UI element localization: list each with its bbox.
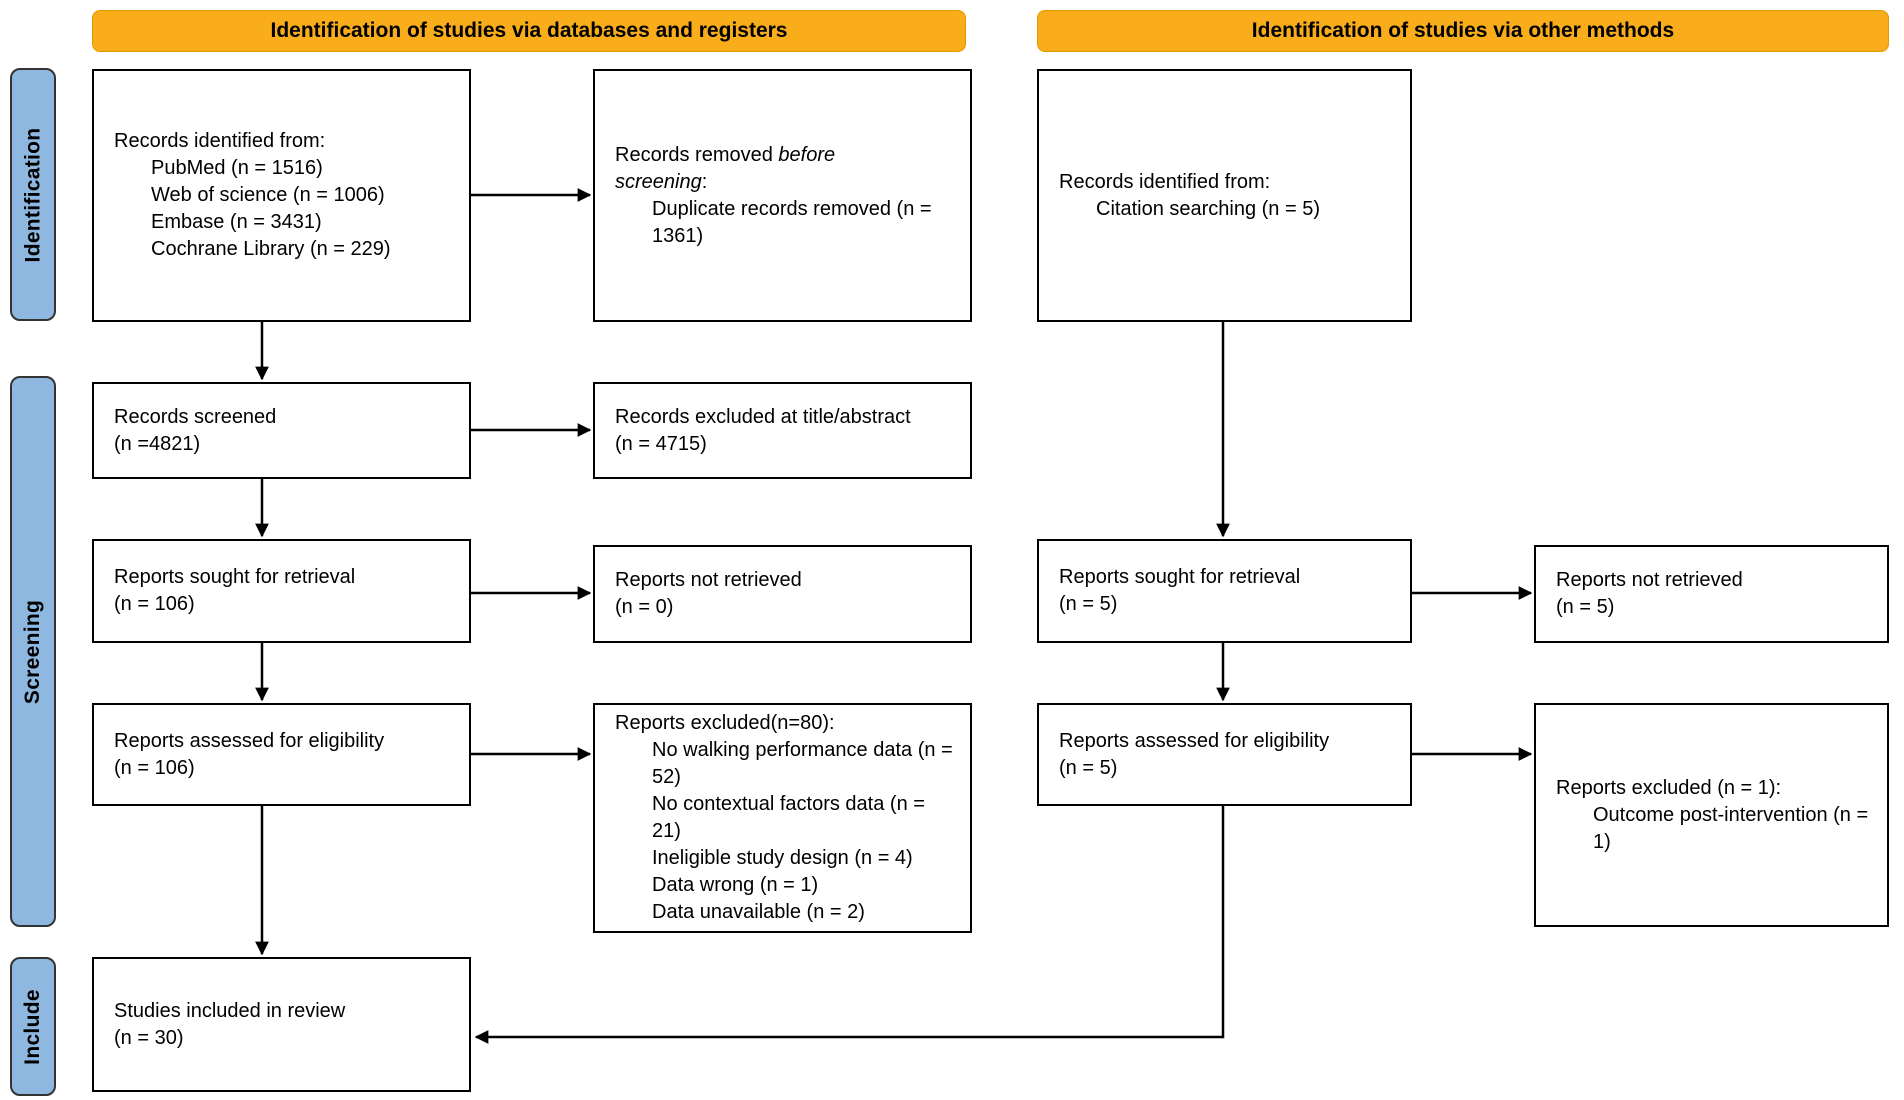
box-line: (n = 5) (1556, 596, 1615, 618)
box-title: Reports excluded (n = 1): (1556, 776, 1782, 799)
box-reports-not-retrieved-other (1534, 545, 1889, 643)
box-line: (n =4821) (114, 432, 201, 455)
box-line: (n = 30) (114, 1026, 184, 1049)
box-reports-not-retrieved-databases (593, 545, 972, 643)
box-line: Reports assessed for eligibility (1059, 729, 1330, 752)
box-line: (n = 106) (114, 593, 195, 615)
box-item: No walking performance data (n = 52) (652, 739, 953, 788)
box-reports-sought-retrieval-databases (92, 539, 471, 643)
box-line: (n = 5) (1059, 593, 1118, 615)
box-studies-included (92, 957, 471, 1092)
box-text-segment: Records removed (615, 143, 779, 166)
banner-other-label: Identification of studies via other methods (1251, 19, 1675, 42)
box-reports-assessed-eligibility-databases (92, 703, 471, 806)
box-reports-excluded-databases (593, 703, 972, 933)
box-item: Cochrane Library (n = 229) (151, 238, 391, 260)
box-line: Records excluded at title/abstract (615, 405, 911, 428)
box-line: Reports not retrieved (615, 569, 802, 591)
box-item: Duplicate records removed (n = 1361) (652, 197, 932, 247)
box-line: Reports assessed for eligibility (114, 729, 385, 752)
box-item: No contextual factors data (n = 21) (652, 793, 925, 842)
box-line: (n = 106) (114, 756, 195, 779)
box-line: Studies included in review (114, 999, 346, 1022)
box-line: (n = 5) (1059, 756, 1118, 779)
box-records-removed-before-screening (593, 69, 972, 322)
box-title: Records identified from: (1059, 170, 1271, 193)
box-text-segment-italic: screening (615, 170, 702, 193)
box-title (615, 142, 954, 169)
banner-other-methods (1037, 10, 1889, 52)
stage-label-identification (10, 68, 56, 321)
box-title: Records identified from: (114, 130, 326, 152)
box-line: Reports sought for retrieval (1059, 566, 1301, 588)
box-line: Reports not retrieved (1556, 569, 1743, 591)
stage-identification-text: Identification (21, 127, 44, 262)
box-item: Web of science (n = 1006) (151, 184, 385, 206)
box-title: Reports excluded(n=80): (615, 712, 835, 734)
box-line: Records screened (114, 405, 277, 428)
box-line: (n = 4715) (615, 432, 707, 455)
box-item: Data wrong (n = 1) (652, 874, 819, 896)
box-line: Reports sought for retrieval (114, 566, 356, 588)
box-records-screened (92, 382, 471, 479)
box-item: Embase (n = 3431) (151, 211, 322, 233)
stage-label-screening (10, 376, 56, 927)
box-item: PubMed (n = 1516) (151, 157, 323, 179)
banner-databases-label: Identification of studies via databases and registers (270, 19, 788, 42)
box-reports-assessed-eligibility-other (1037, 703, 1412, 806)
box-text-segment: : (701, 170, 708, 193)
box-reports-sought-retrieval-other (1037, 539, 1412, 643)
box-item: Data unavailable (n = 2) (652, 901, 865, 923)
banner-databases-registers (92, 10, 966, 52)
box-records-excluded-title-abstract (593, 382, 972, 479)
box-item: Citation searching (n = 5) (1096, 197, 1321, 220)
stage-include-text: Include (21, 988, 44, 1065)
box-item: Outcome post-intervention (n = 1) (1593, 803, 1869, 853)
box-records-identified-databases (92, 69, 471, 322)
box-records-identified-other (1037, 69, 1412, 322)
box-line: (n = 0) (615, 596, 674, 618)
box-title-continued (615, 169, 954, 196)
stage-label-include (10, 957, 56, 1096)
box-item: Ineligible study design (n = 4) (652, 847, 913, 869)
box-reports-excluded-other (1534, 703, 1889, 927)
box-text-segment-italic: before (778, 143, 836, 166)
stage-screening-text: Screening (21, 599, 45, 704)
